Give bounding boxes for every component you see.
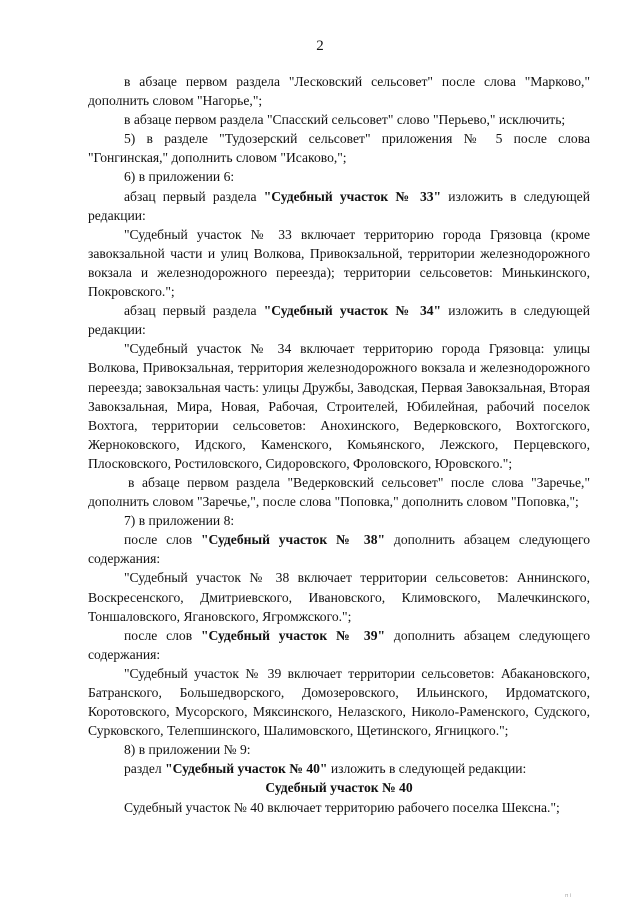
text-segment: дополнить абзацем следующего содержания:: [88, 627, 590, 662]
paragraph-appendix-6: 6) в приложении 6:: [124, 169, 235, 185]
text-segment: после слов: [124, 627, 201, 643]
text-segment: дополнить абзацем следующего содержания:: [88, 532, 590, 567]
text-segment: изложить в следующей редакции:: [88, 303, 590, 338]
paragraph-section-38-text: "Судебный участок № 38 включает территории сельсоветов: Аннинского, Воскресенского, Дмитриевского, Ивановского, Климовского, Малечкинского, Тоншаловского, Ягановского, Ягромжского.";: [88, 570, 590, 624]
paragraph-leskovsky: в абзаце первом раздела "Лесковский сельсовет" после слова "Марково," дополнить словом "Нагорье,";: [88, 74, 590, 109]
paragraph-tudozersky: 5) в разделе "Тудозерский сельсовет" приложения № 5 после слова "Гонгинская," дополнить словом "Исаково,";: [88, 131, 590, 166]
paragraph-appendix-8: 7) в приложении 8:: [124, 513, 235, 529]
paragraph-section-40-intro: [88, 759, 590, 778]
text-segment: абзац первый раздела: [124, 303, 264, 319]
bold-heading: "Судебный участок № 33": [263, 188, 442, 204]
paragraph-section-33-intro: [88, 187, 590, 225]
text-segment: изложить в следующей редакции:: [88, 188, 590, 223]
paragraph-section-34-text: "Судебный участок № 34 включает территорию города Грязовца: улицы Волкова, Привокзальная, территория железнодорожного вокзала и железнодорожного переезда; завокзальная часть: улицы Дружбы, Заводская, Первая Завокзальная, Вторая Завокзальная, Мира, Новая, Рабочая, Строителей, Юбилейная, рабочий поселок Вохтога, территории сельсоветов: Анохинского, Ведерковского, Вохтогского, Жерноковского, Идского, Каменского, Комьянского, Лежского, Перцевского, Плосковского, Ростиловского, Сидоровского, Фроловского, Юровского.";: [88, 341, 590, 471]
paragraph-appendix-9: 8) в приложении № 9:: [124, 742, 251, 758]
document-body: [88, 72, 590, 817]
text-segment: абзац первый раздела: [124, 188, 264, 204]
bold-heading: "Судебный участок № 39": [200, 627, 386, 643]
section-40-heading: Судебный участок № 40: [265, 780, 413, 796]
paragraph-section-39-text: "Судебный участок № 39 включает территории сельсоветов: Абакановского, Батранского, Большедворского, Домозеровского, Ильинского, Ирдоматского, Коротовского, Мусорского, Мяксинского, Нелазского, Николо-Раменского, Судского, Сурковского, Телепшинского, Шалимовского, Щетинского, Ягницкого.";: [88, 665, 590, 739]
text-segment: изложить в следующей редакции:: [327, 761, 527, 777]
bold-heading: "Судебный участок № 38": [200, 532, 386, 548]
text-segment: после слов: [124, 532, 201, 548]
text-segment: раздел: [124, 761, 166, 777]
bold-heading: "Судебный участок № 34": [263, 303, 442, 319]
footer-mark: п і: [565, 893, 572, 899]
paragraph-section-34-intro: [88, 301, 590, 339]
paragraph-vederkovsky: в абзаце первом раздела "Ведерковский сельсовет" после слова "Заречье," дополнить словом "Заречье,", после слова "Поповка," дополнить словом "Поповка,";: [88, 474, 590, 510]
paragraph-section-33-text: "Судебный участок № 33 включает территорию города Грязовца (кроме завокзальной части и улиц Волкова, Привокзальной, территории железнодорожного вокзала и железнодорожного переезда); территории сельсоветов: Минькинского, Покровского.";: [88, 226, 590, 300]
paragraph-section-40-text: Судебный участок № 40 включает территорию рабочего поселка Шексна.";: [124, 799, 560, 815]
bold-heading: "Судебный участок № 40": [165, 761, 328, 777]
page-number: 2: [316, 38, 324, 54]
paragraph-section-38-intro: [88, 530, 590, 568]
paragraph-section-39-intro: [88, 626, 590, 664]
paragraph-spassky: в абзаце первом раздела "Спасский сельсовет" слово "Перьево," исключить;: [124, 112, 566, 128]
